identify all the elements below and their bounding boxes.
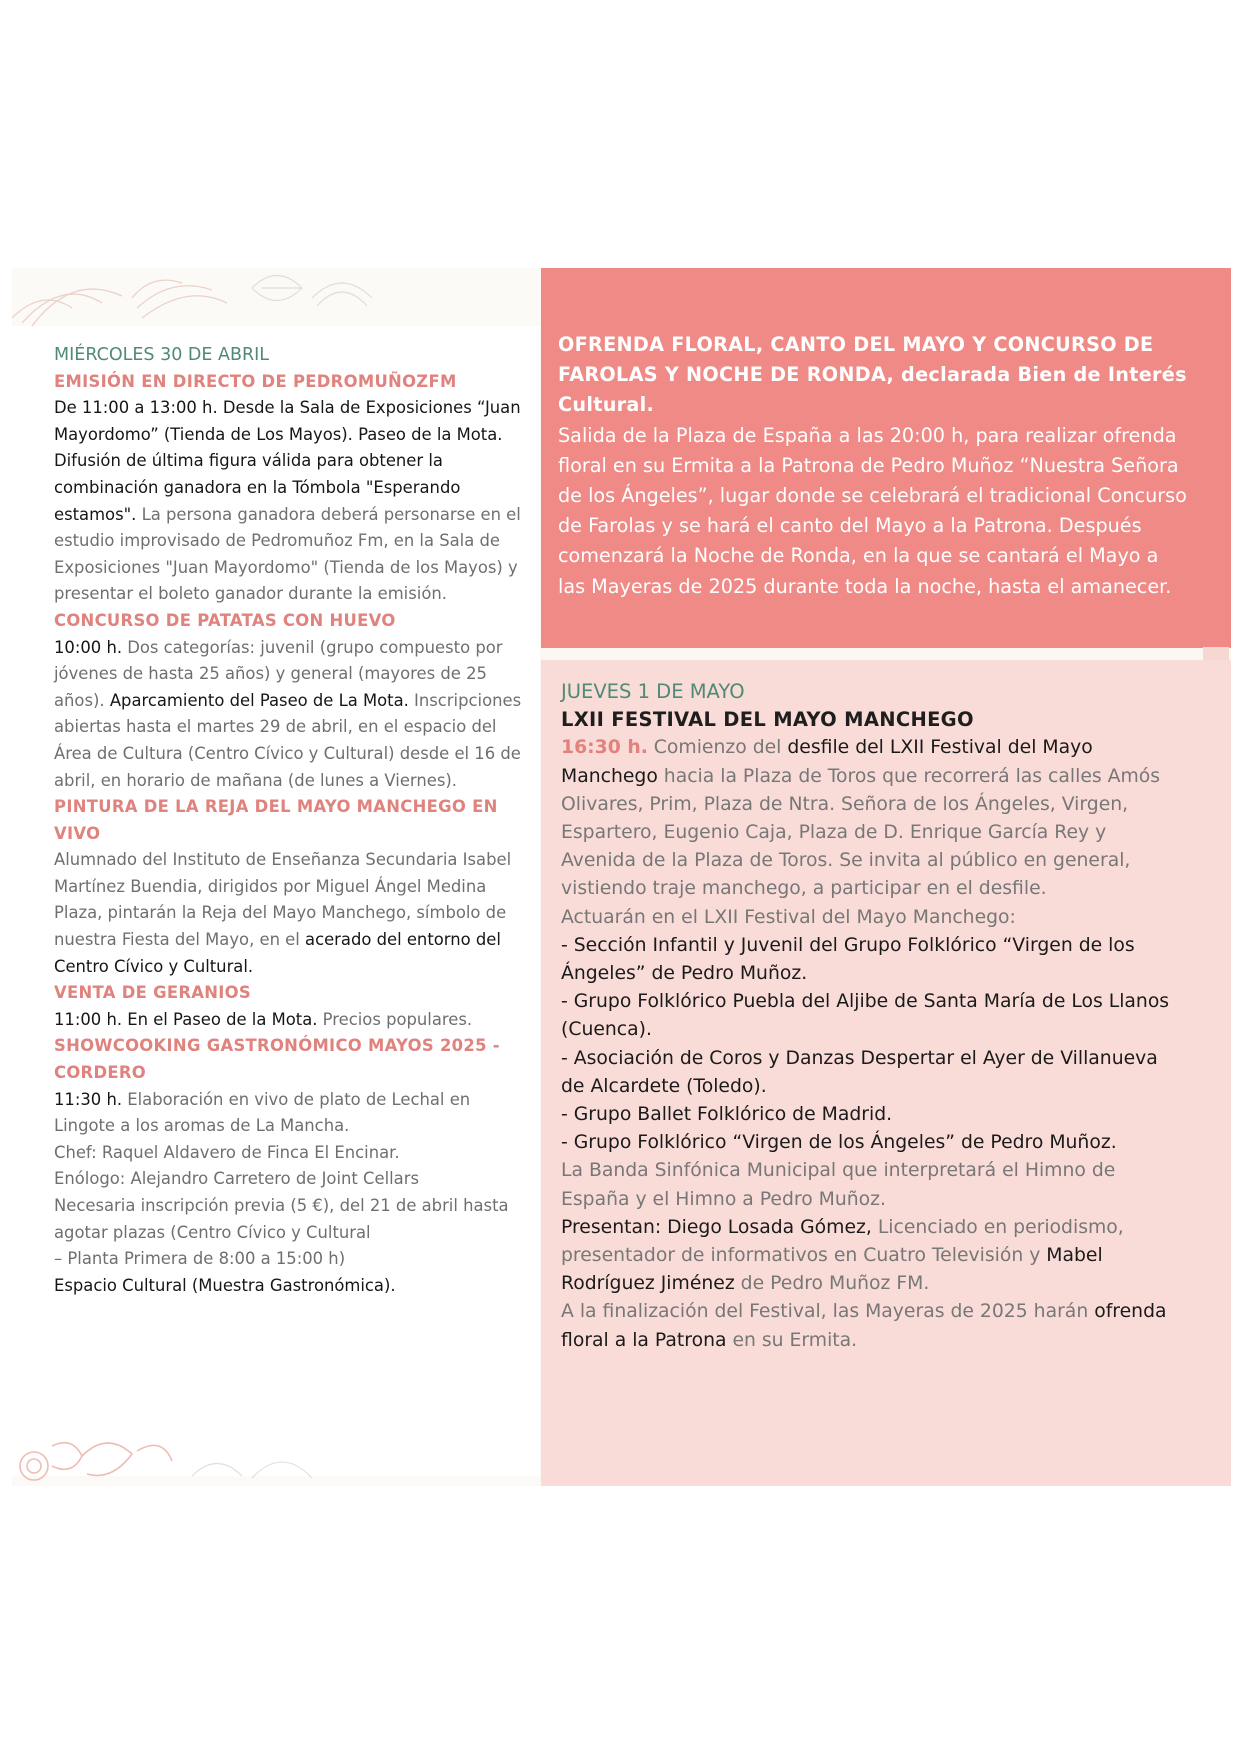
day-header-thursday: JUEVES 1 DE MAYO <box>561 680 745 703</box>
corner-decoration <box>1203 647 1229 661</box>
thursday-program <box>561 678 1186 1355</box>
day-header-wednesday: MIÉRCOLES 30 DE ABRIL <box>54 345 270 365</box>
geranios-details: 11:00 h. En el Paseo de la Mota. Precios populares. <box>54 1009 473 1029</box>
pintura-details: Alumnado del Instituto de Enseñanza Secundaria Isabel Martínez Buendia, dirigidos por Miguel Ángel Medina Plaza, pintarán la Reja del Mayo Manchego, símbolo de nuestra Fiesta del Mayo, en el acerado del entorno del Centro Cívico y Cultural. <box>54 850 512 976</box>
section-title-emision: EMISIÓN EN DIRECTO DE PEDROMUÑOZFM <box>54 371 457 391</box>
actuaran-intro: Actuarán en el LXII Festival del Mayo Manchego: <box>561 906 1016 928</box>
patatas-details: 10:00 h. Dos categorías: juvenil (grupo compuesto por jóvenes de hasta 25 años) y general (mayores de 25 años). Aparcamiento del Paseo de La Mota. Inscripciones abiertas hasta el martes 29 de abril, en el espacio del Área de Cultura (Centro Cívico y Cultural) desde el 16 de abril, en horario de mañana (de lunes a Viernes). <box>54 637 522 790</box>
section-title-geranios: VENTA DE GERANIOS <box>54 983 252 1003</box>
desfile-details: 16:30 h. Comienzo del desfile del LXII Festival del Mayo Manchego hacia la Plaza de Toros que recorrerá las calles Amós Olivares, Prim, Plaza de Ntra. Señora de los Ángeles, Virgen, Espartero, Eugenio Caja, Plaza de D. Enrique García Rey y Avenida de la Plaza de Toros. Se invita al público en general, vistiendo traje manchego, a participar en el desfile. <box>561 737 1161 900</box>
flower-pattern-decoration <box>12 1426 540 1486</box>
showcooking-chef: Chef: Raquel Aldavero de Finca El Encinar. <box>54 1142 400 1162</box>
ofrenda-title: OFRENDA FLORAL, CANTO DEL MAYO Y CONCURSO DE FAROLAS Y NOCHE DE RONDA, declarada Bien de Interés Cultural. <box>558 333 1187 417</box>
showcooking-hours: – Planta Primera de 8:00 a 15:00 h) <box>54 1249 346 1269</box>
section-title-patatas: CONCURSO DE PATATAS CON HUEVO <box>54 610 396 630</box>
section-title-showcooking: SHOWCOOKING GASTRONÓMICO MAYOS 2025 - CORDERO <box>54 1036 500 1083</box>
final-text: A la finalización del Festival, las Mayeras de 2025 harán ofrenda floral a la Patrona en su Ermita. <box>561 1301 1167 1351</box>
festival-title: LXII FESTIVAL DEL MAYO MANCHEGO <box>561 708 974 732</box>
emision-schedule: De 11:00 a 13:00 h. Desde la Sala de Exposiciones “Juan Mayordomo” (Tienda de Los Mayos). Paseo de la Mota. <box>54 398 521 444</box>
leaf-pattern-decoration <box>12 268 540 328</box>
presentan-text: Presentan: Diego Losada Gómez, Licenciado en periodismo, presentador de informativos en Cuatro Televisión y Mabel Rodríguez Jiménez de Pedro Muñoz FM. <box>561 1216 1124 1295</box>
ofrenda-body: Salida de la Plaza de España a las 20:00 h, para realizar ofrenda floral en su Ermita a la Patrona de Pedro Muñoz “Nuestra Señora de los Ángeles”, lugar donde se celebrará el tradicional Concurso de Farolas y se hará el canto del Mayo a la Patrona. Después comenzará la Noche de Ronda, en la que se cantará el Mayo a las Mayeras de 2025 durante toda la noche, hasta el amanecer. <box>558 423 1187 598</box>
ofrenda-text <box>558 330 1188 602</box>
wednesday-program <box>54 342 532 1299</box>
section-title-pintura: PINTURA DE LA REJA DEL MAYO MANCHEGO EN VIVO <box>54 797 498 843</box>
group-item: - Grupo Ballet Folklórico de Madrid. <box>561 1104 893 1126</box>
group-item: - Grupo Folklórico Puebla del Aljibe de Santa María de Los Llanos (Cuenca). <box>561 991 1170 1041</box>
showcooking-oenologist: Enólogo: Alejandro Carretero de Joint Cellars <box>54 1169 420 1189</box>
emision-details: Difusión de última figura válida para obtener la combinación ganadora en la Tómbola "Esperando estamos". La persona ganadora deberá personarse en el estudio improvisado de Pedromuñoz Fm, en la Sala de Exposiciones "Juan Mayordomo" (Tienda de los Mayos) y presentar el boleto ganador durante la emisión. <box>54 451 521 604</box>
group-item: - Asociación de Coros y Danzas Despertar el Ayer de Villanueva de Alcardete (Toledo). <box>561 1047 1158 1097</box>
group-item: - Grupo Folklórico “Virgen de los Ángeles” de Pedro Muñoz. <box>561 1132 1117 1154</box>
group-item: - Sección Infantil y Juvenil del Grupo Folklórico “Virgen de los Ángeles” de Pedro Muñoz. <box>561 934 1135 985</box>
showcooking-venue: Espacio Cultural (Muestra Gastronómica). <box>54 1275 396 1295</box>
showcooking-details: 11:30 h. Elaboración en vivo de plato de Lechal en Lingote a los aromas de La Mancha. <box>54 1089 471 1136</box>
showcooking-registration: Necesaria inscripción previa (5 €), del 21 de abril hasta agotar plazas (Centro Cívico y Cultural <box>54 1196 509 1242</box>
banda-text: La Banda Sinfónica Municipal que interpretará el Himno de España y el Himno a Pedro Muñoz. <box>561 1160 1116 1210</box>
